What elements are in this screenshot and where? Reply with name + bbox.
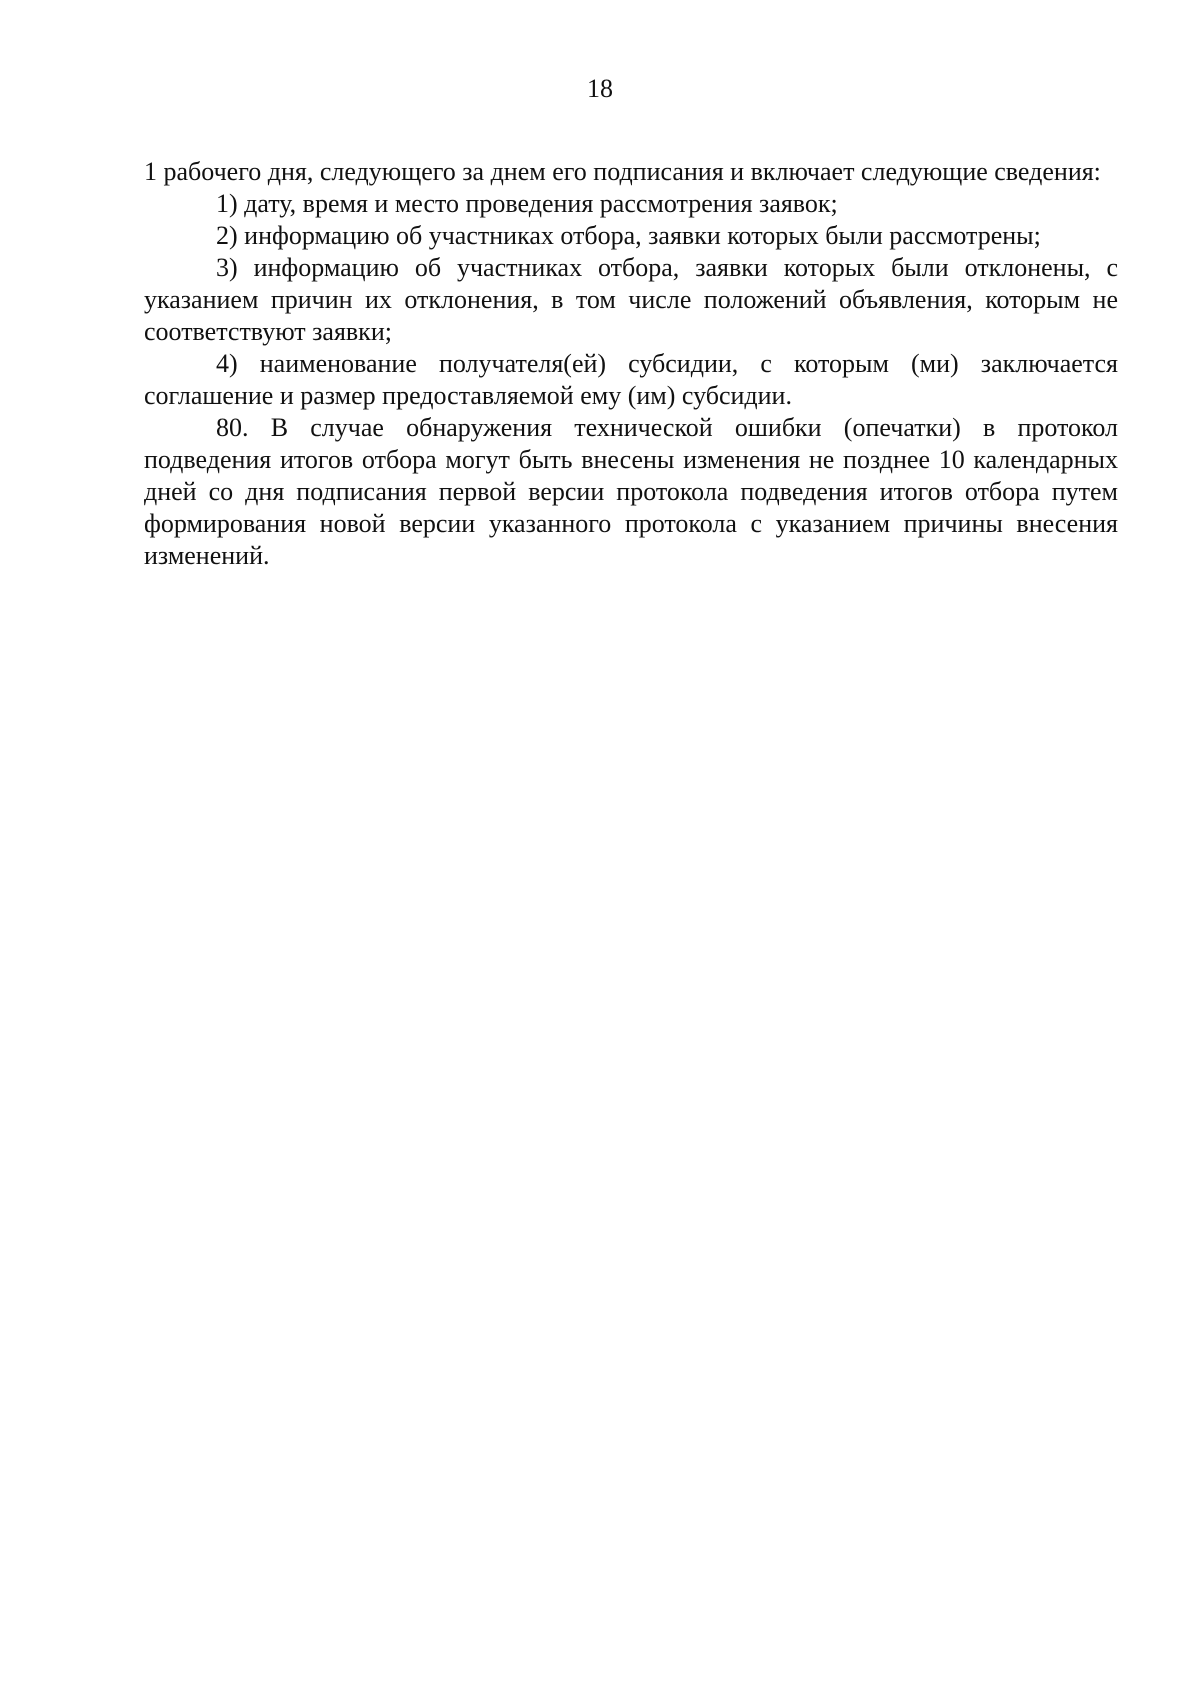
clause-80: 80. В случае обнаружения технической ошибки (опечатки) в протокол подведения итогов отбора могут быть внесены изменения не позднее 10 календарных дней со дня подписания первой версии протокола подведения итогов отбора путем формирования новой версии указанного протокола с указанием причины внесения изменений.: [144, 413, 1118, 570]
page-number: 18: [587, 74, 613, 103]
document-body: [144, 156, 1118, 572]
list-item-1: 1) дату, время и место проведения рассмотрения заявок;: [216, 189, 838, 218]
list-item-2: 2) информацию об участниках отбора, заявки которых были рассмотрены;: [216, 221, 1041, 250]
list-item-3: 3) информацию об участниках отбора, заявки которых были отклонены, с указанием причин их отклонения, в том числе положений объявления, которым не соответствуют заявки;: [144, 253, 1118, 346]
paragraph-continuation: 1 рабочего дня, следующего за днем его подписания и включает следующие сведения:: [144, 157, 1101, 186]
list-item-4: 4) наименование получателя(ей) субсидии, с которым (ми) заключается соглашение и размер предоставляемой ему (им) субсидии.: [144, 349, 1118, 410]
